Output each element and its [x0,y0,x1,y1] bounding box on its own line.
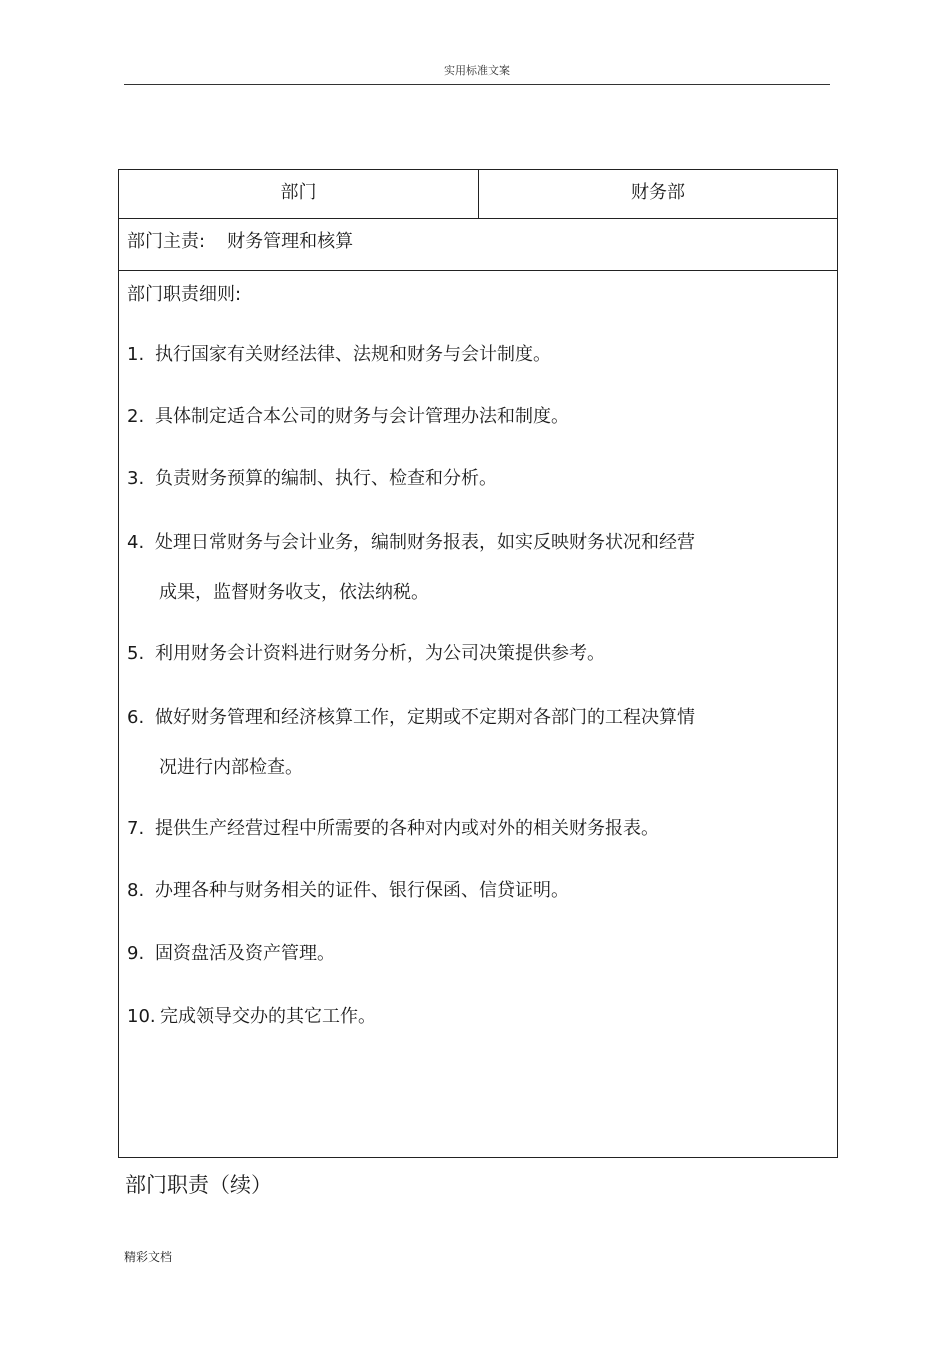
department-value: 财务部 [631,182,685,203]
duty-item [127,877,817,905]
duty-item-number: 6. [127,707,145,728]
continued-section-label: 部门职责（续） [125,1173,272,1197]
duty-item [127,465,817,493]
duty-item-text: 执行国家有关财经法律、法规和财务与会计制度。 [155,344,551,365]
duty-item [127,640,817,668]
department-row [119,170,837,219]
duty-table [118,169,838,1158]
duty-item-continuation: 况进行内部检查。 [159,757,303,778]
duty-item-text: 利用财务会计资料进行财务分析，为公司决策提供参考。 [155,643,605,664]
header-text: 实用标准文案 [444,64,510,77]
duty-item [127,529,817,607]
duty-item [127,403,817,431]
duty-item-text: 固资盘活及资产管理。 [155,943,335,964]
page-footer: 精彩文档 [124,1250,173,1264]
main-responsibility-value: 财务管理和核算 [227,231,354,252]
page-header [124,62,830,85]
duty-item-number: 9. [127,943,145,964]
duty-item-text: 做好财务管理和经济核算工作，定期或不定期对各部门的工程决算情 [155,707,695,728]
duty-item-number: 4. [127,532,145,553]
duty-item-number: 2. [127,406,145,427]
duty-item-text: 提供生产经营过程中所需要的各种对内或对外的相关财务报表。 [155,818,659,839]
main-responsibility-row [119,219,837,271]
details-title: 部门职责细则: [127,284,242,305]
duty-item-number: 7. [127,818,145,839]
duty-item-continuation: 成果，监督财务收支，依法纳税。 [159,582,429,603]
duty-item [127,940,817,968]
department-label: 部门 [119,170,479,218]
duty-item-text: 负责财务预算的编制、执行、检查和分析。 [155,468,497,489]
duty-item-number: 10. [127,1006,156,1027]
duty-item-text: 具体制定适合本公司的财务与会计管理办法和制度。 [155,406,569,427]
duty-item-number: 3. [127,468,145,489]
duty-item-number: 1. [127,344,145,365]
duty-item [127,1003,817,1031]
duty-item [127,704,817,782]
duty-item-number: 8. [127,880,145,901]
main-responsibility-label: 部门主责: [127,231,206,252]
duty-item-text: 处理日常财务与会计业务，编制财务报表，如实反映财务状况和经营 [155,532,695,553]
duty-item [127,815,817,843]
duty-item-text: 完成领导交办的其它工作。 [160,1006,376,1027]
duty-item [127,341,817,369]
duty-item-text: 办理各种与财务相关的证件、银行保函、信贷证明。 [155,880,569,901]
duty-item-number: 5. [127,643,145,664]
